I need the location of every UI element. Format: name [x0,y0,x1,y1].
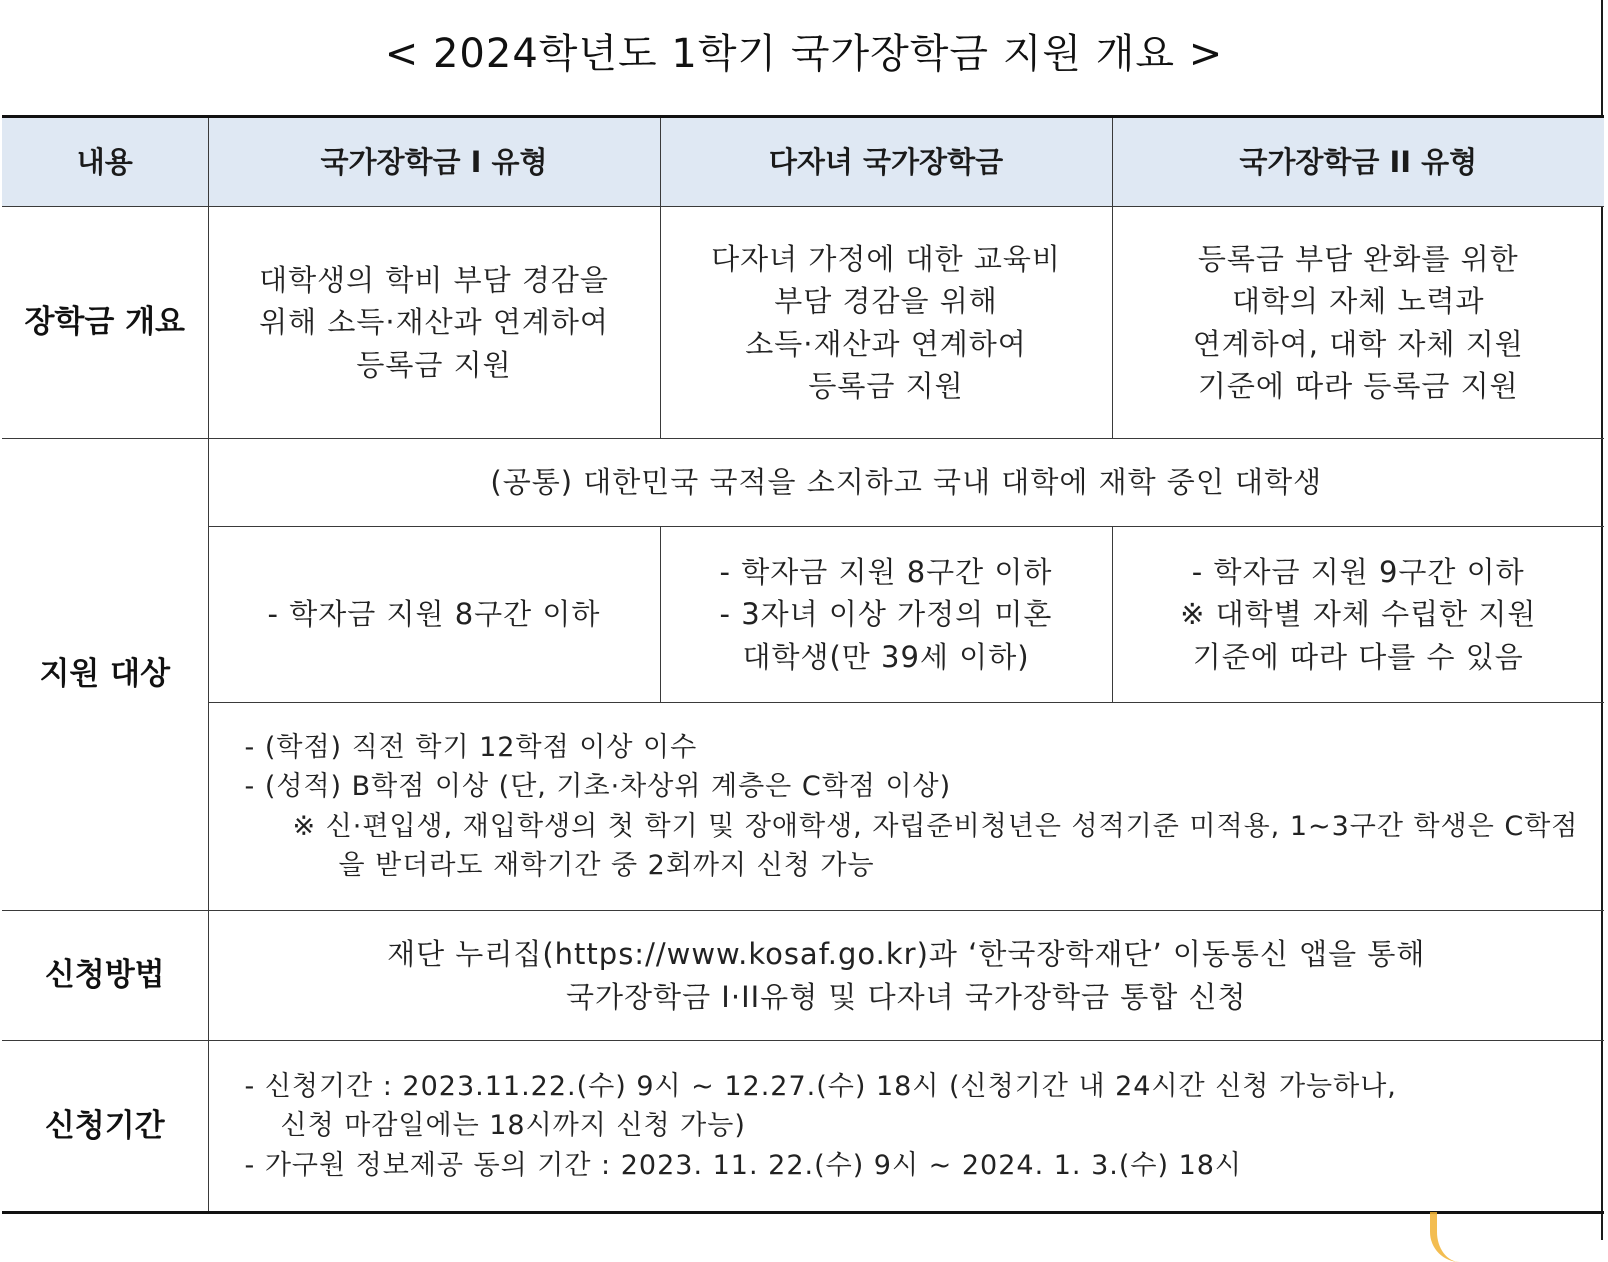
eligibility-income-row [2,527,1604,703]
text-line: 재단 누리집(https://www.kosaf.go.kr)과 ‘한국장학재단’ 이동통신 앱을 통해 [387,937,1426,972]
method-row [2,911,1604,1041]
text-line: - 학자금 지원 8구간 이하 [267,597,601,632]
eligibility-common-row [2,439,1604,527]
overview-label: 장학금 개요 [2,207,208,439]
method-text [208,911,1604,1041]
header-content: 내용 [2,117,208,207]
text-line: - 가구원 정보제공 동의 기간 : 2023. 11. 22.(수) 9시 ~ 2024. 1. 3.(수) 18시 [244,1149,1243,1181]
text-line: - 학자금 지원 8구간 이하 [719,555,1053,590]
text-line: 다자녀 가정에 대한 교육비 [711,242,1061,277]
text-line: 국가장학금 I·II유형 및 다자녀 국가장학금 통합 신청 [566,979,1247,1014]
text-line: 대학생의 학비 부담 경감을 [259,263,609,298]
scholarship-overview-table [2,115,1604,1214]
method-label: 신청방법 [2,911,208,1041]
header-multichild: 다자녀 국가장학금 [660,117,1112,207]
eligibility-label: 지원 대상 [2,439,208,911]
text-line: 기준에 따라 다를 수 있음 [1192,639,1524,674]
text-line: 소득·재산과 연계하여 [745,326,1027,361]
text-line: - 학자금 지원 9구간 이하 [1191,555,1525,590]
text-line: 기준에 따라 등록금 지원 [1197,368,1519,403]
text-line: - 신청기간 : 2023.11.22.(수) 9시 ~ 12.27.(수) 18시 (신청기간 내 24시간 신청 가능하나, [244,1071,1397,1103]
period-label: 신청기간 [2,1041,208,1213]
overview-row [2,207,1604,439]
text-line: - (성적) B학점 이상 (단, 기초·차상위 계층은 C학점 이상) [244,771,952,803]
text-line: 등록금 부담 완화를 위한 [1197,242,1519,277]
text-line: - (학점) 직전 학기 12학점 이상 이수 [244,732,698,764]
note-line: ※ 신·편입생, 재입학생의 첫 학기 및 장애학생, 자립준비청년은 성적기준 미적용, 1~3구간 학생은 C학점을 받더라도 재학기간 중 2회까지 신청 가능 [292,810,1579,881]
page-title: < 2024학년도 1학기 국가장학금 지원 개요 > [384,31,1224,77]
text-line: 등록금 지원 [808,368,964,403]
eligibility-grades [208,703,1604,911]
text-line: 신청 마감일에는 18시까지 신청 가능) [280,1110,746,1142]
overview-multichild [660,207,1112,439]
period-text [208,1041,1604,1213]
text-line: 등록금 지원 [356,347,512,382]
watermark-logo [1430,1212,1477,1262]
overview-type2 [1112,207,1604,439]
eligibility-type2 [1112,527,1604,703]
table-header-row [2,117,1604,207]
text-line: 위해 소득·재산과 연계하여 [259,305,609,340]
text-line: - 3자녀 이상 가정의 미혼 [719,597,1053,632]
text-line: 대학의 자체 노력과 [1231,284,1485,319]
text-line: ※ 대학별 자체 수립한 지원 [1180,597,1537,632]
header-type1: 국가장학금 I 유형 [208,117,660,207]
eligibility-type1 [208,527,660,703]
eligibility-common: (공통) 대한민국 국적을 소지하고 국내 대학에 재학 중인 대학생 [208,439,1604,527]
period-row [2,1041,1604,1213]
text-line: 대학생(만 39세 이하) [742,639,1030,674]
eligibility-multichild [660,527,1112,703]
eligibility-grades-row [2,703,1604,911]
text-line: 부담 경감을 위해 [774,284,998,319]
text-line: 연계하여, 대학 자체 지원 [1192,326,1524,361]
overview-type1 [208,207,660,439]
header-type2: 국가장학금 II 유형 [1112,117,1604,207]
